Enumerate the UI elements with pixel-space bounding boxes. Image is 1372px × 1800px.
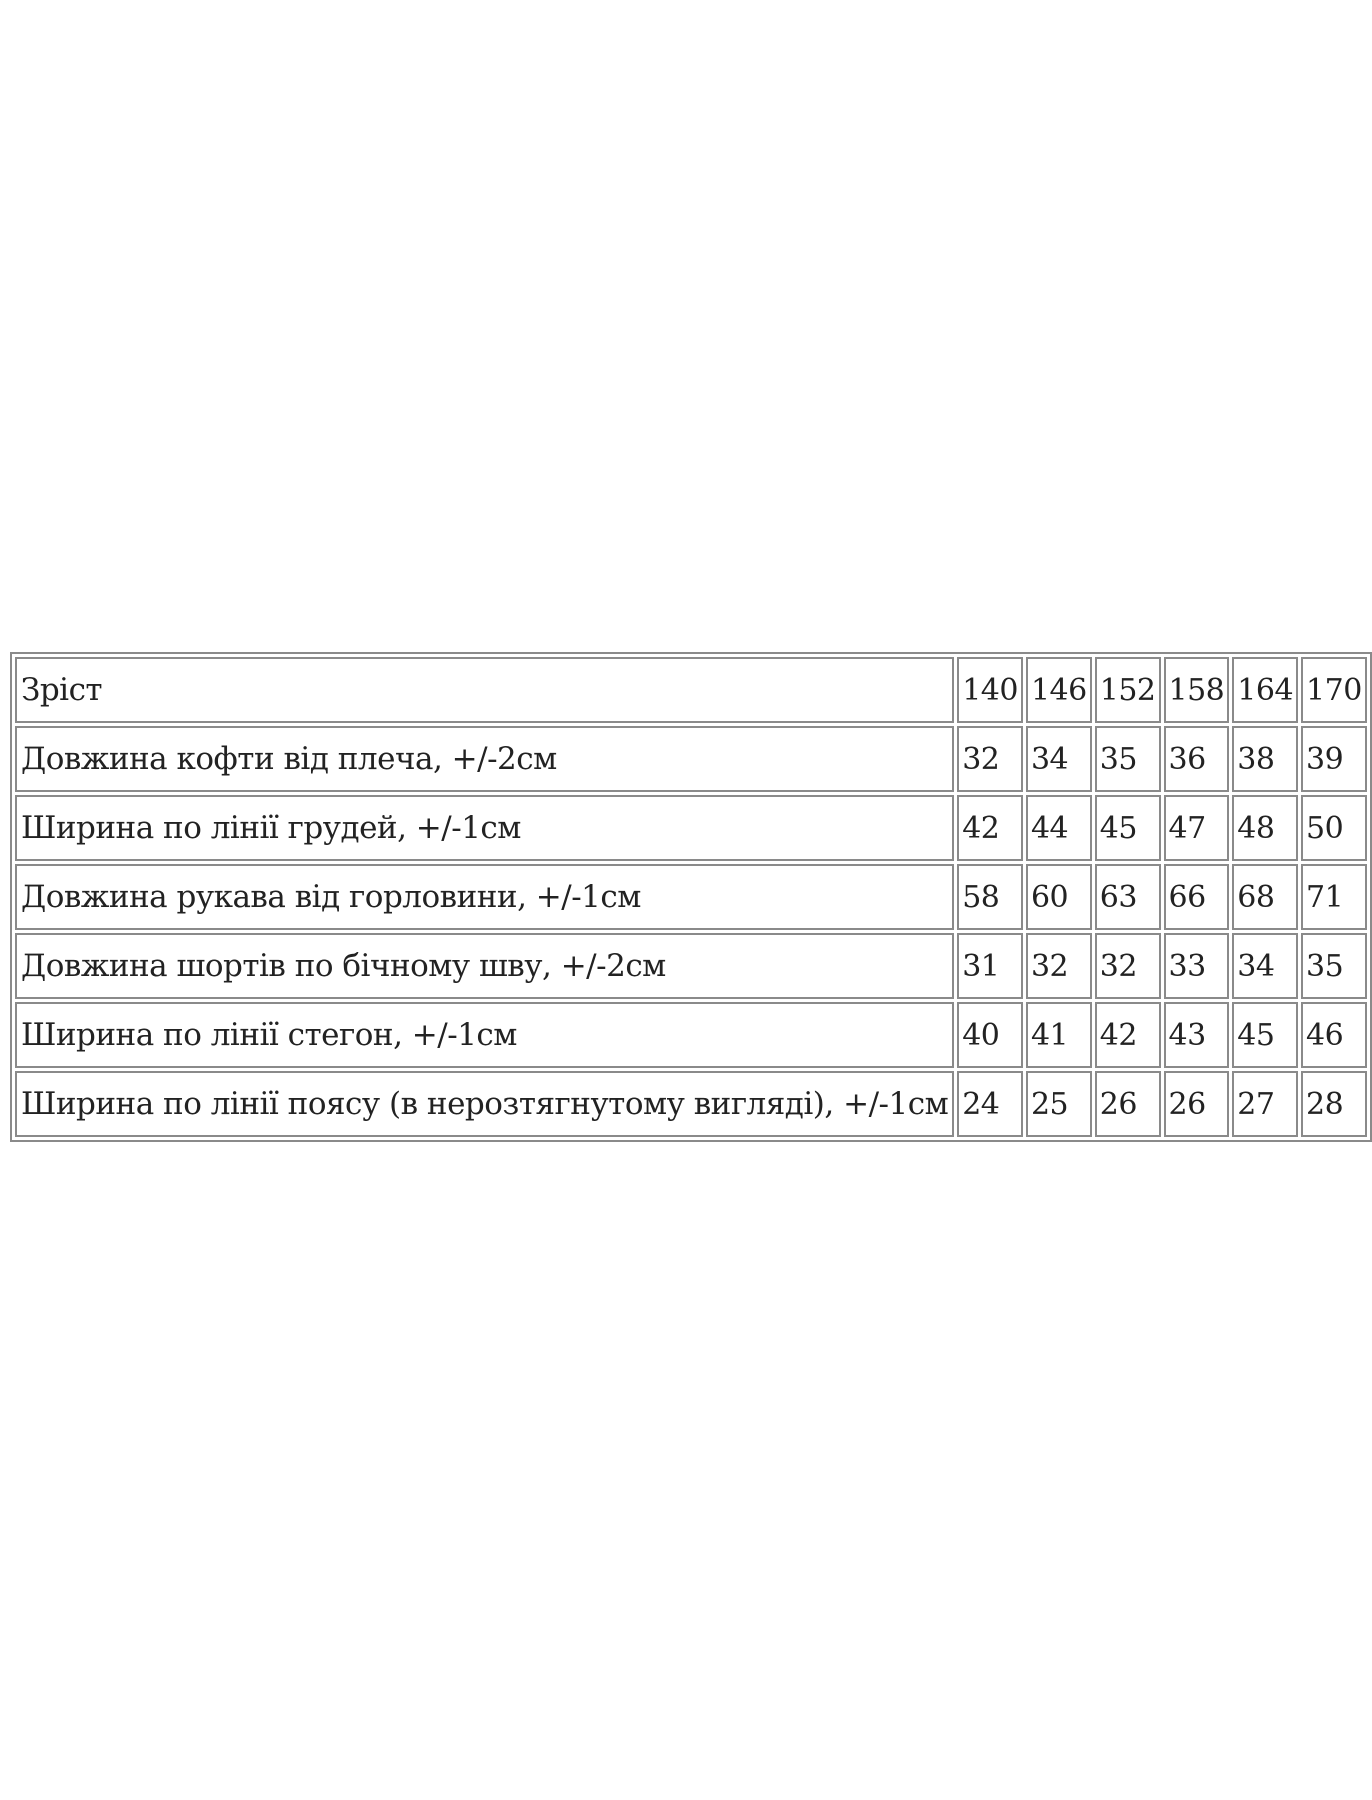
measurement-label: Довжина кофти від плеча, +/-2см xyxy=(15,726,954,792)
height-label: Зріст xyxy=(15,657,954,723)
measurement-value: 24 xyxy=(957,1071,1023,1137)
table-row xyxy=(15,864,1367,930)
measurement-value: 40 xyxy=(957,1002,1023,1068)
height-value: 146 xyxy=(1026,657,1092,723)
measurement-value: 43 xyxy=(1164,1002,1230,1068)
measurement-value: 39 xyxy=(1301,726,1367,792)
height-value: 158 xyxy=(1164,657,1230,723)
height-value: 170 xyxy=(1301,657,1367,723)
measurement-value: 66 xyxy=(1164,864,1230,930)
measurement-value: 32 xyxy=(1026,933,1092,999)
measurement-value: 46 xyxy=(1301,1002,1367,1068)
height-value: 152 xyxy=(1095,657,1161,723)
table-row xyxy=(15,795,1367,861)
measurement-value: 47 xyxy=(1164,795,1230,861)
measurement-value: 26 xyxy=(1164,1071,1230,1137)
measurement-value: 34 xyxy=(1232,933,1298,999)
measurement-label: Довжина шортів по бічному шву, +/-2см xyxy=(15,933,954,999)
measurement-label: Ширина по лінії поясу (в нерозтягнутому вигляді), +/-1см xyxy=(15,1071,954,1137)
measurement-value: 35 xyxy=(1095,726,1161,792)
measurement-value: 35 xyxy=(1301,933,1367,999)
measurement-label: Ширина по лінії стегон, +/-1см xyxy=(15,1002,954,1068)
measurement-value: 36 xyxy=(1164,726,1230,792)
measurement-value: 34 xyxy=(1026,726,1092,792)
measurement-value: 28 xyxy=(1301,1071,1367,1137)
height-value: 164 xyxy=(1232,657,1298,723)
measurement-value: 31 xyxy=(957,933,1023,999)
table-row xyxy=(15,1002,1367,1068)
table-row xyxy=(15,933,1367,999)
measurement-value: 38 xyxy=(1232,726,1298,792)
height-value: 140 xyxy=(957,657,1023,723)
measurement-value: 45 xyxy=(1232,1002,1298,1068)
measurement-value: 58 xyxy=(957,864,1023,930)
table-row xyxy=(15,1071,1367,1137)
measurement-value: 44 xyxy=(1026,795,1092,861)
measurement-value: 25 xyxy=(1026,1071,1092,1137)
measurement-value: 71 xyxy=(1301,864,1367,930)
measurement-value: 41 xyxy=(1026,1002,1092,1068)
measurement-value: 32 xyxy=(957,726,1023,792)
measurement-value: 50 xyxy=(1301,795,1367,861)
measurement-value: 42 xyxy=(957,795,1023,861)
measurement-value: 45 xyxy=(1095,795,1161,861)
measurement-value: 48 xyxy=(1232,795,1298,861)
measurement-label: Довжина рукава від горловини, +/-1см xyxy=(15,864,954,930)
measurement-value: 68 xyxy=(1232,864,1298,930)
measurement-value: 60 xyxy=(1026,864,1092,930)
measurement-label: Ширина по лінії грудей, +/-1см xyxy=(15,795,954,861)
measurement-value: 63 xyxy=(1095,864,1161,930)
measurement-value: 33 xyxy=(1164,933,1230,999)
size-chart-table xyxy=(10,652,1372,1142)
measurement-value: 26 xyxy=(1095,1071,1161,1137)
table-row xyxy=(15,726,1367,792)
measurement-value: 27 xyxy=(1232,1071,1298,1137)
table-header-row xyxy=(15,657,1367,723)
measurement-value: 32 xyxy=(1095,933,1161,999)
measurement-value: 42 xyxy=(1095,1002,1161,1068)
